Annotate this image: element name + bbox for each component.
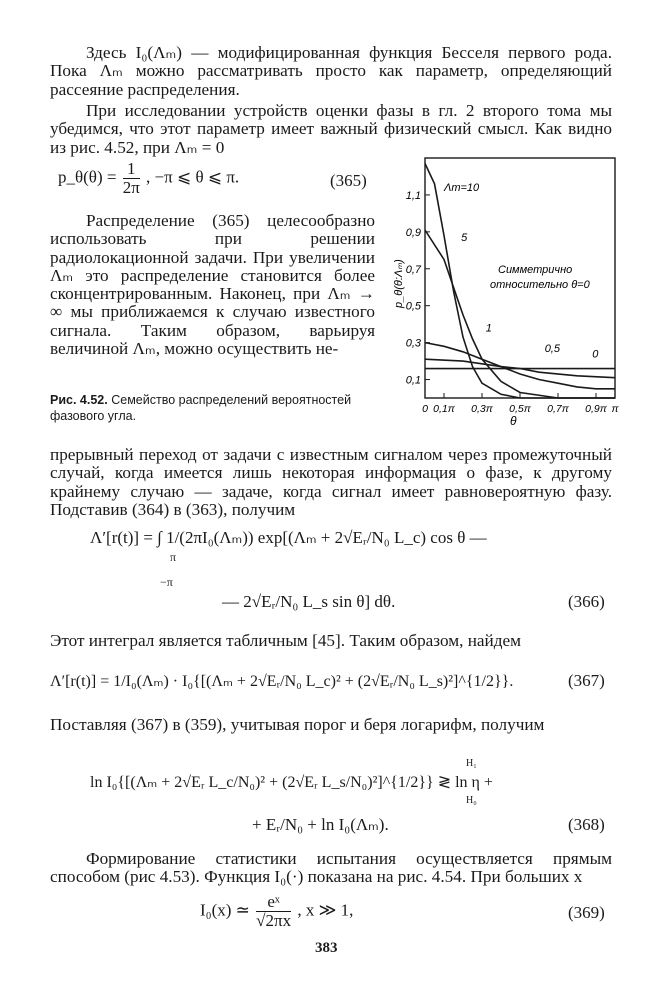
paragraph-distribution [50, 212, 375, 358]
y-tick-label: 0,3 [405, 337, 421, 350]
equation-text: — 2√Eᵣ/N₀ L_s sin θ] dθ. [222, 592, 396, 611]
equation-condition: , x ≫ 1, [297, 900, 354, 920]
x-tick-label: 0,1π [433, 403, 455, 415]
paragraph-bessel [50, 44, 612, 99]
equation-number-366: (366) [568, 592, 605, 611]
x-tick-label: 0,9π [585, 403, 607, 415]
y-tick-label: 1,1 [405, 189, 421, 202]
paragraph-table-integral [50, 632, 612, 650]
equation-condition: , −π ⩽ θ ⩽ π. [146, 167, 240, 187]
x-tick-label: 0,3π [471, 403, 493, 415]
paragraph-substitute [50, 716, 612, 734]
series-line [425, 230, 615, 398]
hypothesis-h1: H₁ [466, 758, 477, 769]
paragraph-statistics [50, 850, 612, 887]
paragraph-text: Формирование статистики испытания осуществляется прямым способом (рис 4.53). Функция I₀(·) показана на рис. 4.54. При больших x [50, 849, 612, 887]
figure-caption [50, 392, 375, 424]
figure-4-52-chart [390, 148, 630, 428]
equation-number-368: (368) [568, 815, 605, 834]
x-tick-label: 0 [422, 403, 428, 415]
integral-upper-limit: π [170, 550, 177, 564]
chart-annotation-line1: Симметрично [498, 264, 573, 276]
paragraph-transition [50, 446, 612, 519]
numerator: 1 [123, 160, 140, 179]
x-tick-label: π [611, 403, 619, 415]
equation-lhs: p_θ(θ) = [58, 167, 117, 187]
y-tick-label: 0,1 [405, 374, 421, 387]
series-label: 1 [485, 322, 492, 335]
equation-text: ln I₀{[(Λₘ + 2√Eᵣ L_c/N₀)² + (2√Eᵣ L_s/N₀)²]^{1/2}} ≷ ln η + [90, 774, 493, 791]
series-line [425, 343, 615, 389]
paragraph-text: прерывный переход от задачи с известным сигналом через промежуточный случай, когда имеется лишь некоторая информация о фазе, к другому крайнему случаю — задаче, когда сигнал имеет равновероятную фазу. Подставив (364) в (363), получим [50, 445, 612, 519]
caption-label: Рис. 4.52. [50, 393, 108, 407]
equation-365 [58, 160, 239, 197]
x-axis-label: θ [510, 414, 517, 428]
page-number: 383 [315, 940, 338, 956]
y-tick-label: 0,5 [405, 300, 421, 313]
equation-number-369: (369) [568, 903, 605, 922]
equation-number-365: (365) [330, 171, 367, 190]
x-tick-label: 0,5π [509, 403, 531, 415]
equation-text: Λ′[r(t)] = ∫ 1/(2πI₀(Λₘ)) exp[(Λₘ + 2√Eᵣ/N₀ L_c) cos θ — [90, 528, 487, 547]
fraction [256, 893, 291, 930]
caption-text: Семейство распределений вероятностей фазового угла. [50, 393, 352, 423]
series-label: 0 [592, 348, 599, 361]
y-tick-label: 0,7 [405, 263, 421, 276]
denominator: 2π [122, 178, 140, 197]
equation-366-line1 [90, 528, 487, 548]
equation-text: Λ′[r(t)] = 1/I₀(Λₘ) · I₀{[(Λₘ + 2√Eᵣ/N₀ L_c)² + (2√Eᵣ/N₀ L_s)²]^{1/2}}. [50, 673, 514, 690]
equation-369 [200, 893, 353, 930]
hypothesis-h0: H₀ [466, 795, 477, 806]
y-tick-label: 0,9 [405, 226, 421, 239]
series-label: Λm=10 [444, 182, 480, 195]
paragraph-text: При исследовании устройств оценки фазы в гл. 2 второго тома мы убедимся, что этот параметр имеет важный физический смысл. Как видно из рис. 4.52, при Λₘ = 0 [50, 101, 612, 157]
chart-annotation-line2: относительно θ=0 [490, 279, 590, 291]
paragraph-text: Этот интеграл является табличным [45]. Таким образом, найдем [50, 631, 522, 650]
paragraph-text: Здесь I₀(Λₘ) — модифицированная функция Бесселя первого рода. Пока Λₘ можно рассматривать просто как параметр, определяющий рассеяние распределения. [50, 43, 612, 99]
equation-number-367: (367) [568, 671, 605, 690]
denominator: √2πx [256, 911, 292, 930]
paragraph-text: Поставляя (367) в (359), учитывая порог и беря логарифм, получим [50, 715, 545, 734]
equation-text: + Eᵣ/N₀ + ln I₀(Λₘ). [252, 815, 389, 834]
equation-lhs: I₀(x) ≃ [200, 900, 250, 920]
fraction [123, 160, 140, 197]
paragraph-text: Распределение (365) целесообразно использовать при решении радиолокационной задачи. При увеличении Λₘ это распределение становится более сконцентрированным. Наконец, при Λₘ → ∞ мы приближаемся к случаю известного сигнала. Таким образом, варьируя величиной Λₘ, можно осуществить не- [50, 211, 375, 359]
x-tick-label: 0,7π [547, 403, 569, 415]
equation-368-line1 [90, 772, 493, 792]
y-axis-label: p_θ(θ:Λₘ) [393, 259, 405, 308]
equation-366-line2 [222, 592, 395, 612]
equation-367 [50, 671, 513, 691]
series-label: 5 [461, 232, 468, 245]
numerator: eˣ [256, 893, 291, 912]
integral-lower-limit: −π [160, 575, 173, 589]
equation-368-line2 [252, 815, 389, 835]
series-label: 0,5 [544, 342, 560, 355]
